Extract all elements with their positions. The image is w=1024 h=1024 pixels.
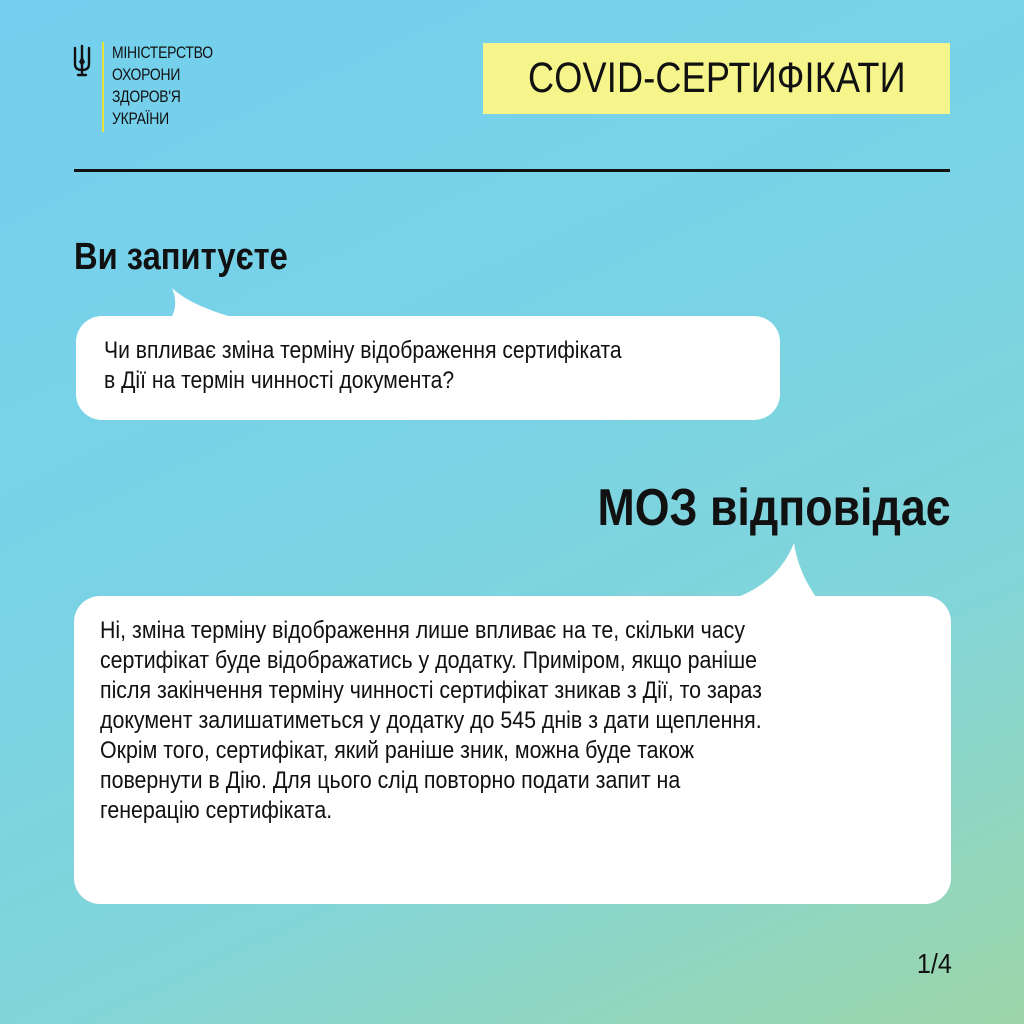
trident-icon — [72, 44, 92, 78]
question-line: в Дії на термін чинності документа? — [104, 367, 455, 394]
answer-line: генерацію сертифіката. — [100, 797, 333, 824]
ministry-name — [112, 42, 235, 130]
answer-line: сертифікат буде відображатись у додатку. Приміром, якщо раніше — [100, 647, 757, 674]
answer-text — [100, 616, 925, 826]
ministry-name-line: ОХОРОНИ — [112, 65, 181, 84]
answer-line: документ залишатиметься у додатку до 545 днів з дати щеплення. — [100, 707, 762, 734]
ministry-logo — [72, 42, 235, 132]
answer-heading: МОЗ відповідає — [597, 479, 950, 537]
answer-line: Ні, зміна терміну відображення лише впливає на те, скільки часу — [100, 617, 746, 644]
answer-bubble-tail — [728, 542, 828, 602]
question-heading: Ви запитуєте — [74, 236, 288, 278]
ministry-name-line: ЗДОРОВ'Я — [112, 87, 181, 106]
ministry-name-line: УКРАЇНИ — [112, 109, 169, 128]
answer-line: повернути в Дію. Для цього слід повторно подати запит на — [100, 767, 681, 794]
page-counter: 1/4 — [916, 948, 952, 979]
question-bubble — [76, 316, 780, 420]
question-line: Чи впливає зміна терміну відображення сертифіката — [104, 337, 622, 364]
header-divider — [74, 169, 950, 172]
answer-line: Окрім того, сертифікат, який раніше зник, можна буде також — [100, 737, 695, 764]
answer-bubble — [74, 596, 951, 904]
logo-divider — [102, 42, 104, 132]
title-banner — [483, 43, 950, 114]
ministry-name-line: МІНІСТЕРСТВО — [112, 43, 213, 62]
answer-line: після закінчення терміну чинності сертифікат зникав з Дії, то зараз — [100, 677, 762, 704]
page-title: COVID-СЕРТИФІКАТИ — [527, 54, 906, 102]
question-text — [104, 336, 752, 396]
